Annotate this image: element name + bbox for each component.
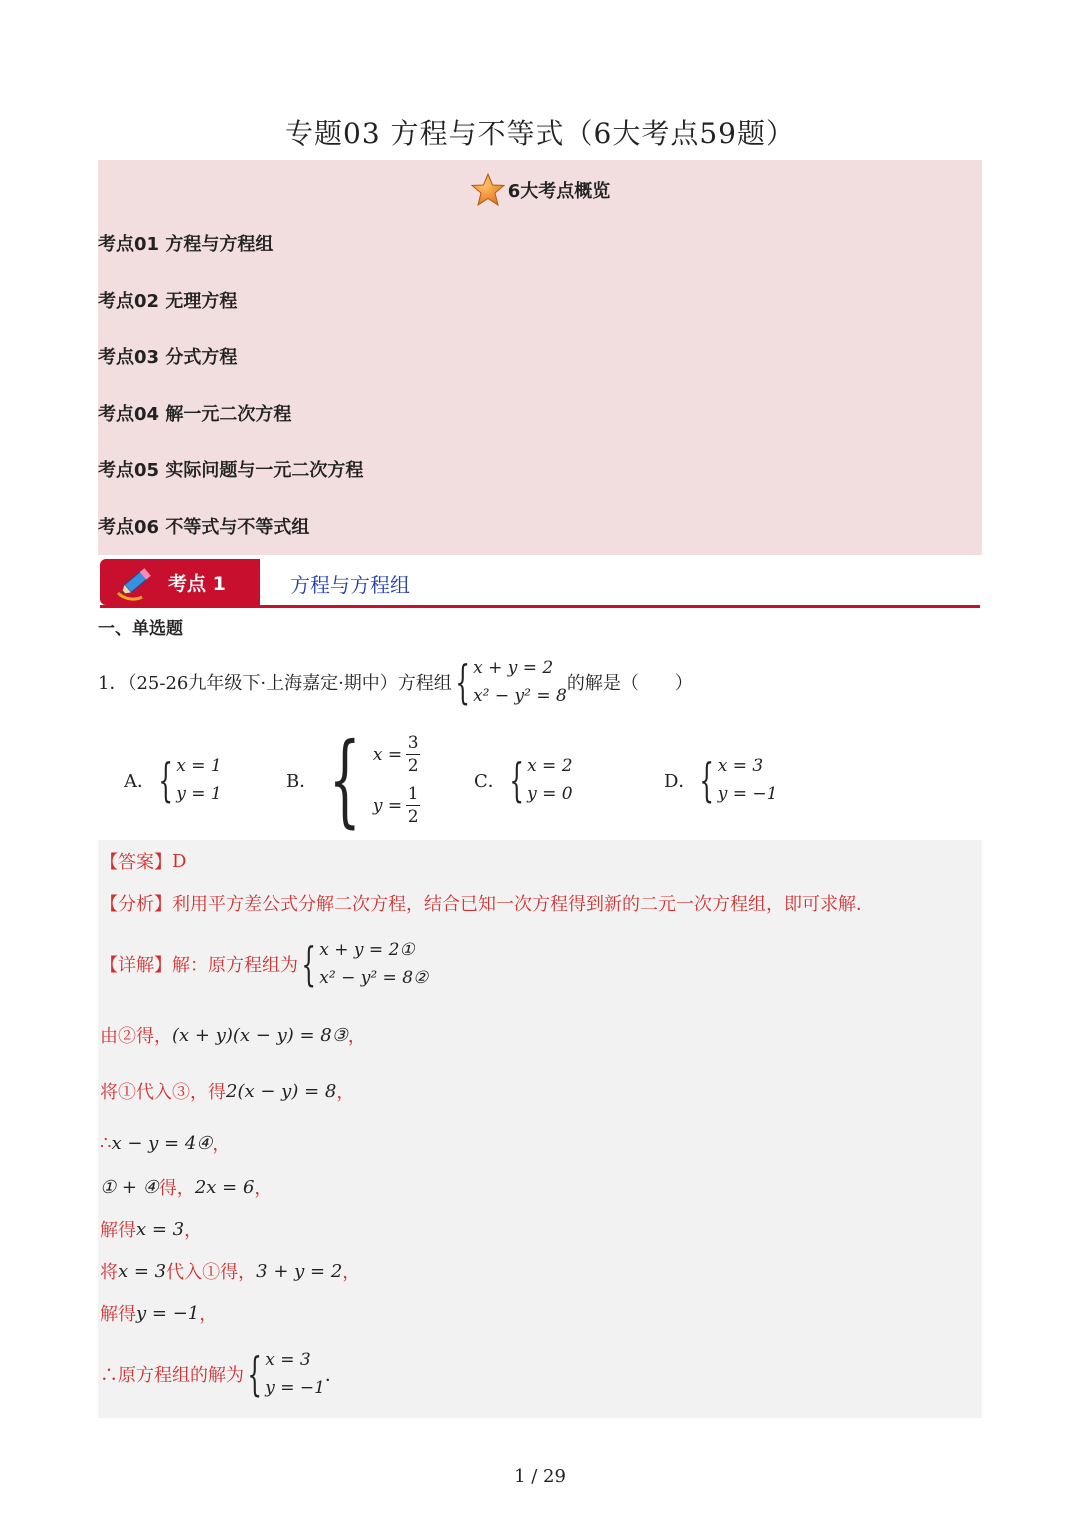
detail-text: 解：原方程组为: [172, 955, 298, 976]
option-lhs: x =: [372, 744, 403, 765]
analysis-line: [100, 890, 874, 916]
option-d[interactable]: [664, 752, 777, 808]
step-punct: ，: [254, 1178, 273, 1199]
answer-value: D: [172, 850, 187, 872]
overview-item[interactable]: 考点03 分式方程: [98, 347, 238, 369]
brace-icon: {: [329, 721, 361, 838]
answer-label: 【答案】: [100, 852, 172, 873]
answer-line: [100, 848, 186, 874]
step-line: [100, 1130, 230, 1156]
step-text: 解得: [100, 1220, 136, 1241]
step-math: x − y = 4④: [111, 1132, 213, 1154]
final-text: ∴原方程组的解为: [100, 1365, 244, 1386]
option-label: C．: [474, 771, 506, 792]
option-line: y = −1: [717, 784, 778, 804]
option-a[interactable]: [124, 752, 222, 808]
banner-divider: [100, 605, 980, 608]
step-math: 2x = 6: [194, 1176, 255, 1198]
answer-box: [98, 840, 982, 1418]
overview-list: [98, 230, 363, 570]
step-punct: ，: [347, 1026, 366, 1047]
section-heading: 一、单选题: [98, 619, 183, 639]
topic-tag-label: 考点 1: [168, 573, 226, 595]
step-line: [100, 1216, 202, 1242]
brace-icon: {: [509, 753, 524, 807]
overview-item[interactable]: 考点01 方程与方程组: [98, 234, 274, 255]
option-line: x = 2: [527, 756, 573, 776]
document-title: 专题03 方程与不等式（6大考点59题）: [285, 117, 795, 150]
overview-item[interactable]: 考点05 实际问题与一元二次方程: [98, 460, 364, 482]
step-line: [100, 1300, 217, 1326]
fraction-numerator: 3: [407, 733, 419, 753]
option-line: x = 3: [717, 756, 764, 776]
options: [124, 721, 824, 840]
step-line: [100, 1258, 360, 1284]
step-text: 代入①得，: [166, 1262, 257, 1283]
star-icon: [470, 172, 506, 208]
analysis-text: 利用平方差公式分解二次方程，结合已知一次方程得到新的二元一次方程组，即可求解．: [172, 894, 874, 915]
equation-line: x² − y² = 8: [473, 686, 567, 706]
step-text: 解得: [100, 1304, 136, 1325]
step-punct: ．: [325, 1365, 343, 1386]
detail-line: [100, 936, 428, 992]
step-math: (x + y)(x − y) = 8③: [172, 1024, 348, 1046]
equation-line: x + y = 2: [473, 658, 554, 678]
equation-line: x² − y² = 8②: [319, 968, 429, 988]
topic-banner: [100, 557, 980, 609]
brace-icon: {: [699, 753, 715, 807]
option-c[interactable]: [474, 752, 573, 808]
final-line: [100, 1346, 343, 1402]
step-punct: ，: [184, 1220, 203, 1241]
option-b[interactable]: [286, 721, 420, 838]
topic-tag: [100, 559, 260, 605]
question-suffix: 的解是（ ）: [566, 673, 693, 694]
equation-line: y = −1: [265, 1378, 325, 1398]
question-prefix: 1．（25-26九年级下·上海嘉定·期中）方程组: [98, 673, 452, 694]
step-math: x = 3: [136, 1218, 185, 1240]
step-punct: ，: [336, 1082, 355, 1103]
fraction-numerator: 1: [407, 784, 419, 804]
step-text: 由②得，: [100, 1026, 172, 1047]
brace-icon: {: [158, 753, 173, 807]
analysis-label: 【分析】: [100, 894, 172, 915]
brace-icon: {: [301, 937, 316, 991]
page-number: 1 / 29: [514, 1466, 566, 1487]
overview-item[interactable]: 考点06 不等式与不等式组: [98, 516, 310, 538]
equation-line: x + y = 2①: [319, 940, 415, 960]
step-line: [100, 1078, 354, 1104]
step-math: y = −1: [136, 1302, 200, 1324]
fraction-denominator: 2: [407, 756, 419, 776]
overview-heading-text: 6大考点概览: [507, 181, 611, 202]
step-text: 将①代入③，得: [100, 1082, 226, 1103]
step-text: 将: [100, 1262, 118, 1283]
step-math: ① + ④: [100, 1176, 159, 1198]
option-label: B．: [286, 771, 318, 792]
step-line: [100, 1022, 366, 1048]
option-label: A．: [124, 771, 155, 792]
step-punct: ，: [342, 1262, 361, 1283]
step-text: ∴: [100, 1132, 112, 1154]
option-label: D．: [664, 771, 697, 792]
step-punct: ，: [199, 1304, 218, 1325]
step-math: 2(x − y) = 8: [226, 1080, 337, 1102]
pencil-icon: [114, 563, 158, 603]
step-line: [100, 1174, 272, 1200]
step-math: 3 + y = 2: [256, 1260, 343, 1282]
equation-system: [452, 654, 567, 710]
overview-heading: [98, 172, 982, 208]
option-lhs: y =: [372, 795, 403, 816]
step-punct: ，: [212, 1134, 231, 1155]
equation-line: x = 3: [265, 1350, 311, 1370]
step-math: x = 3: [118, 1260, 167, 1282]
step-text: 得，: [158, 1178, 195, 1199]
detail-label: 【详解】: [100, 955, 172, 976]
topic-title: 方程与方程组: [290, 573, 410, 597]
question-1: [98, 654, 693, 710]
overview-item[interactable]: 考点04 解一元二次方程: [98, 403, 292, 425]
overview-item[interactable]: 考点02 无理方程: [98, 290, 238, 312]
option-line: y = 1: [176, 784, 222, 804]
overview-box: [98, 160, 982, 555]
fraction-denominator: 2: [407, 807, 419, 827]
option-line: x = 1: [176, 756, 222, 776]
brace-icon: {: [247, 1347, 262, 1401]
option-line: y = 0: [527, 784, 573, 804]
brace-icon: {: [455, 655, 470, 709]
